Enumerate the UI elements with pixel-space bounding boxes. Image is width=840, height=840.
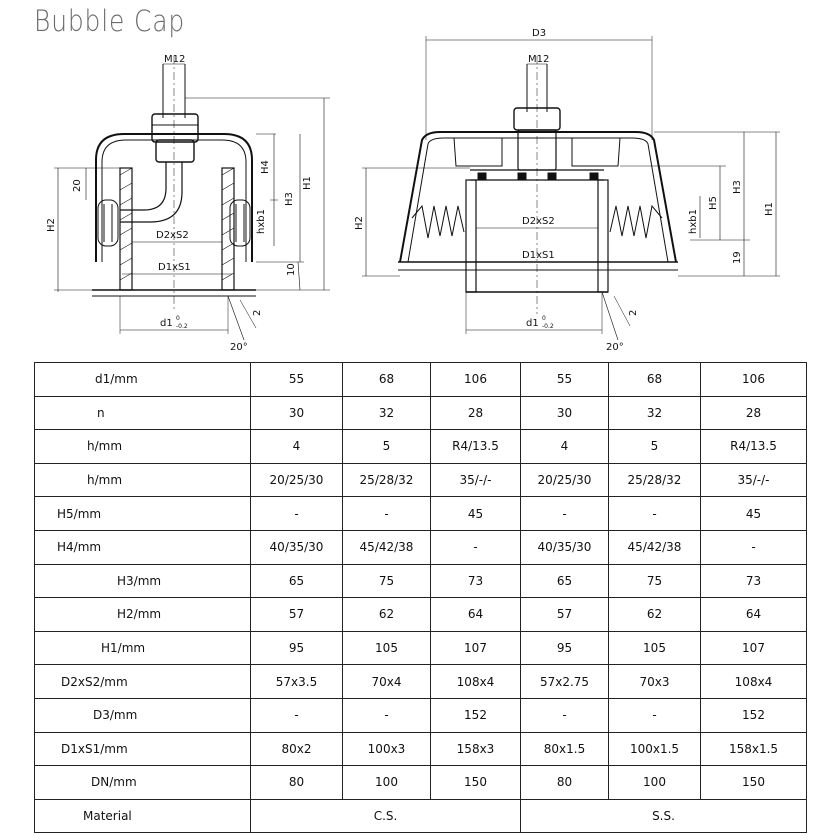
- table-row: [35, 564, 807, 598]
- left-angle-label: 20°: [230, 342, 248, 353]
- table-row: [35, 766, 807, 800]
- table-cell: 65: [521, 564, 609, 598]
- table-cell: 25/28/32: [609, 463, 701, 497]
- table-cell: 95: [521, 631, 609, 665]
- table-cell: 150: [701, 766, 807, 800]
- table-row: [35, 363, 807, 397]
- table-cell: 70x4: [343, 665, 431, 699]
- left-hxb1-label: hxb1: [256, 209, 267, 234]
- right-d1-tol-bot: -0.2: [542, 323, 554, 330]
- table-cell: 158x1.5: [701, 732, 807, 766]
- table-cell: 32: [609, 396, 701, 430]
- table-cell: 70x3: [609, 665, 701, 699]
- table-cell: 55: [521, 363, 609, 397]
- row-label: d1/mm: [35, 363, 251, 397]
- left-h2-label: H2: [46, 218, 57, 232]
- table-cell: -: [343, 497, 431, 531]
- table-cell: 107: [701, 631, 807, 665]
- left-h4-label: H4: [260, 160, 271, 174]
- table-cell: 107: [431, 631, 521, 665]
- left-dim10-label: 10: [286, 263, 297, 276]
- table-cell: 40/35/30: [521, 530, 609, 564]
- row-label: h/mm: [35, 463, 251, 497]
- table-cell: -: [251, 497, 343, 531]
- table-cell: 100: [609, 766, 701, 800]
- table-cell: 4: [251, 430, 343, 464]
- table-cell: 73: [431, 564, 521, 598]
- table-cell: -: [343, 698, 431, 732]
- table-cell: 28: [701, 396, 807, 430]
- page-title: Bubble Cap: [34, 4, 186, 38]
- table-cell: 20/25/30: [521, 463, 609, 497]
- row-label: DN/mm: [35, 766, 251, 800]
- right-d1s1-label: D1xS1: [522, 250, 555, 261]
- table-cell: 80x1.5: [521, 732, 609, 766]
- table-cell: -: [609, 698, 701, 732]
- right-dim2-label: 2: [628, 309, 639, 316]
- table-cell: 80: [521, 766, 609, 800]
- right-d1-tol-top: 0: [542, 315, 546, 322]
- table-cell: 62: [609, 598, 701, 632]
- bubble-cap-right-drawing: [0, 0, 840, 362]
- table-cell: 108x4: [701, 665, 807, 699]
- table-cell: 5: [609, 430, 701, 464]
- table-row: [35, 497, 807, 531]
- table-cell: 80x2: [251, 732, 343, 766]
- row-label: H4/mm: [35, 530, 251, 564]
- table-cell: 95: [251, 631, 343, 665]
- left-m12-label: M12: [164, 54, 186, 65]
- table-cell: 20/25/30: [251, 463, 343, 497]
- table-cell: 75: [343, 564, 431, 598]
- table-cell: 57: [521, 598, 609, 632]
- table-cell: -: [521, 698, 609, 732]
- left-d1-tol-top: 0: [176, 315, 180, 322]
- row-label: D2xS2/mm: [35, 665, 251, 699]
- table-cell: 45/42/38: [609, 530, 701, 564]
- spec-table-body: [35, 363, 807, 833]
- table-cell: R4/13.5: [701, 430, 807, 464]
- table-cell: 73: [701, 564, 807, 598]
- material-cs: C.S.: [251, 799, 521, 833]
- row-label: h/mm: [35, 430, 251, 464]
- row-label: D3/mm: [35, 698, 251, 732]
- table-row: [35, 698, 807, 732]
- table-cell: 64: [701, 598, 807, 632]
- table-cell: -: [521, 497, 609, 531]
- table-cell: 32: [343, 396, 431, 430]
- table-row: [35, 530, 807, 564]
- table-row: [35, 430, 807, 464]
- right-h5-label: H5: [708, 196, 719, 210]
- row-label: H1/mm: [35, 631, 251, 665]
- table-cell: 57: [251, 598, 343, 632]
- row-label: n: [35, 396, 251, 430]
- left-h3-label: H3: [284, 192, 295, 206]
- table-cell: 28: [431, 396, 521, 430]
- table-cell: 57x3.5: [251, 665, 343, 699]
- table-cell: 30: [521, 396, 609, 430]
- table-cell: 45/42/38: [343, 530, 431, 564]
- table-cell: 100: [343, 766, 431, 800]
- table-cell: -: [251, 698, 343, 732]
- left-dim2-label: 2: [252, 309, 263, 316]
- table-cell: 35/-/-: [701, 463, 807, 497]
- right-d3-label: D3: [532, 28, 547, 39]
- table-cell: 100x1.5: [609, 732, 701, 766]
- left-d1-tol-bot: -0.2: [176, 323, 188, 330]
- table-cell: 65: [251, 564, 343, 598]
- table-cell: 35/-/-: [431, 463, 521, 497]
- material-row: [35, 799, 807, 833]
- table-cell: 106: [431, 363, 521, 397]
- table-row: [35, 631, 807, 665]
- right-d1-label: d1: [526, 318, 539, 329]
- table-row: [35, 463, 807, 497]
- left-d1-label: d1: [160, 318, 173, 329]
- table-cell: 75: [609, 564, 701, 598]
- right-d2s2-label: D2xS2: [522, 216, 555, 227]
- table-cell: -: [701, 530, 807, 564]
- table-cell: 68: [609, 363, 701, 397]
- table-cell: 64: [431, 598, 521, 632]
- table-row: [35, 665, 807, 699]
- table-row: [35, 396, 807, 430]
- spec-table: [34, 362, 807, 833]
- left-d2s2-label: D2xS2: [156, 230, 189, 241]
- table-cell: 68: [343, 363, 431, 397]
- left-dim20-label: 20: [72, 179, 83, 192]
- material-ss: S.S.: [521, 799, 807, 833]
- right-dim19-label: 19: [732, 251, 743, 264]
- table-cell: 158x3: [431, 732, 521, 766]
- table-row: [35, 598, 807, 632]
- row-label: H5/mm: [35, 497, 251, 531]
- table-cell: 152: [701, 698, 807, 732]
- table-cell: 150: [431, 766, 521, 800]
- right-h2-label: H2: [354, 216, 365, 230]
- table-cell: 25/28/32: [343, 463, 431, 497]
- table-cell: 100x3: [343, 732, 431, 766]
- table-cell: 108x4: [431, 665, 521, 699]
- table-cell: 80: [251, 766, 343, 800]
- table-cell: 105: [343, 631, 431, 665]
- row-label: H3/mm: [35, 564, 251, 598]
- table-cell: 105: [609, 631, 701, 665]
- table-cell: 5: [343, 430, 431, 464]
- table-cell: R4/13.5: [431, 430, 521, 464]
- right-angle-label: 20°: [606, 342, 624, 353]
- table-cell: 57x2.75: [521, 665, 609, 699]
- right-hxb1-label: hxb1: [688, 209, 699, 234]
- table-cell: 106: [701, 363, 807, 397]
- right-h1-label: H1: [764, 202, 775, 216]
- table-cell: -: [431, 530, 521, 564]
- row-label: D1xS1/mm: [35, 732, 251, 766]
- table-cell: 45: [431, 497, 521, 531]
- table-cell: 45: [701, 497, 807, 531]
- table-cell: 152: [431, 698, 521, 732]
- right-m12-label: M12: [528, 54, 550, 65]
- table-cell: -: [609, 497, 701, 531]
- left-h1-label: H1: [302, 176, 313, 190]
- table-cell: 4: [521, 430, 609, 464]
- table-cell: 40/35/30: [251, 530, 343, 564]
- table-cell: 55: [251, 363, 343, 397]
- table-cell: 30: [251, 396, 343, 430]
- left-d1s1-label: D1xS1: [158, 262, 191, 273]
- table-cell: 62: [343, 598, 431, 632]
- table-row: [35, 732, 807, 766]
- right-h3-label: H3: [732, 180, 743, 194]
- row-label: H2/mm: [35, 598, 251, 632]
- material-label: Material: [35, 799, 251, 833]
